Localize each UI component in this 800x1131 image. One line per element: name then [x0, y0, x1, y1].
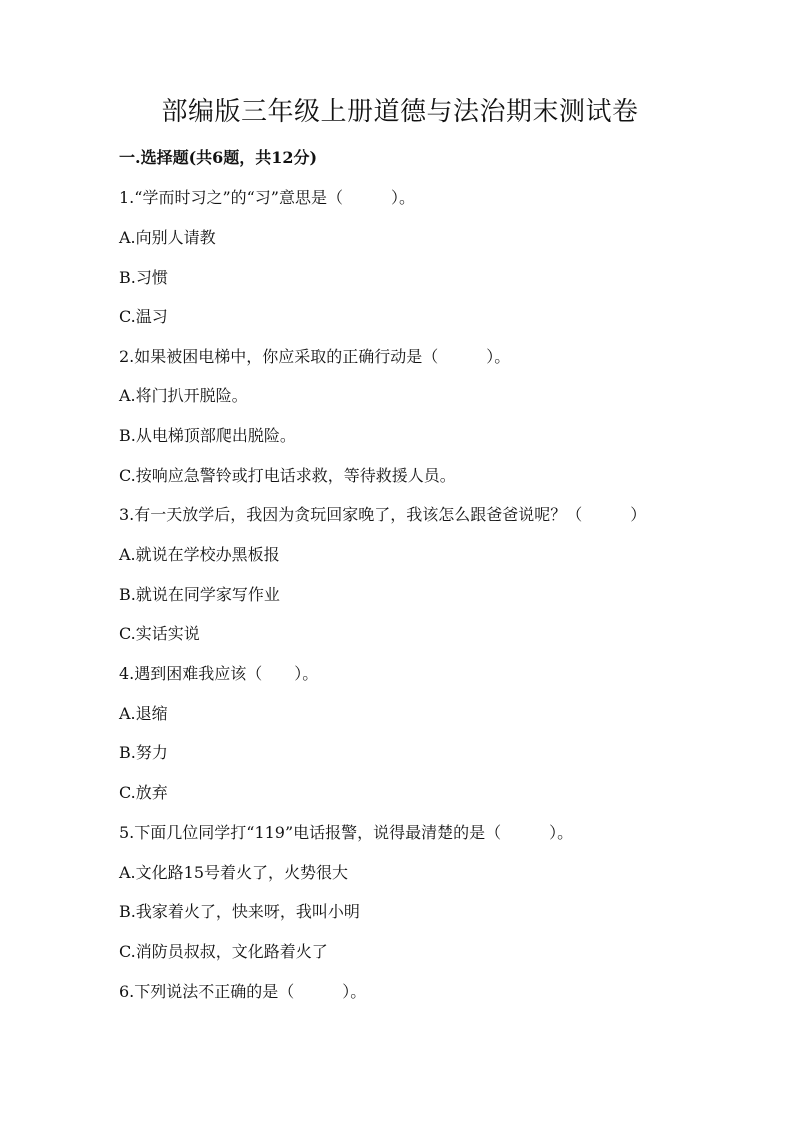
- question-1-option-b: B.习惯: [119, 268, 168, 287]
- question-4-option-c: C.放弃: [119, 783, 168, 802]
- question-3-option-c: C.实话实说: [119, 624, 200, 643]
- question-2-option-c: C.按响应急警铃或打电话求救，等待救援人员。: [119, 466, 456, 485]
- section-heading: 一.选择题(共6题，共12分): [119, 148, 318, 167]
- question-1-option-c: C.温习: [119, 307, 168, 326]
- question-3-option-b: B.就说在同学家写作业: [119, 585, 280, 604]
- question-1-option-a: A.向别人请教: [119, 228, 216, 247]
- question-3-option-a: A.就说在学校办黑板报: [119, 545, 280, 564]
- question-4-option-b: B.努力: [119, 743, 168, 762]
- question-1-stem: 1.“学而时习之”的“习”意思是（ ）。: [119, 188, 415, 207]
- question-4-option-a: A.退缩: [119, 704, 168, 723]
- question-5-option-c: C.消防员叔叔，文化路着火了: [119, 942, 328, 961]
- question-2-stem: 2.如果被困电梯中，你应采取的正确行动是（ ）。: [119, 347, 511, 366]
- question-6-stem: 6.下列说法不正确的是（ ）。: [119, 982, 367, 1001]
- question-2-option-a: A.将门扒开脱险。: [119, 386, 248, 405]
- question-4-stem: 4.遇到困难我应该（ ）。: [119, 664, 319, 683]
- question-5-option-a: A.文化路15号着火了，火势很大: [119, 863, 349, 882]
- question-3-stem: 3.有一天放学后，我因为贪玩回家晚了，我该怎么跟爸爸说呢？（ ）: [119, 505, 647, 524]
- question-2-option-b: B.从电梯顶部爬出脱险。: [119, 426, 296, 445]
- question-5-option-b: B.我家着火了，快来呀，我叫小明: [119, 902, 360, 921]
- question-5-stem: 5.下面几位同学打“119”电话报警，说得最清楚的是（ ）。: [119, 823, 574, 842]
- page-title: 部编版三年级上册道德与法治期末测试卷: [161, 97, 639, 127]
